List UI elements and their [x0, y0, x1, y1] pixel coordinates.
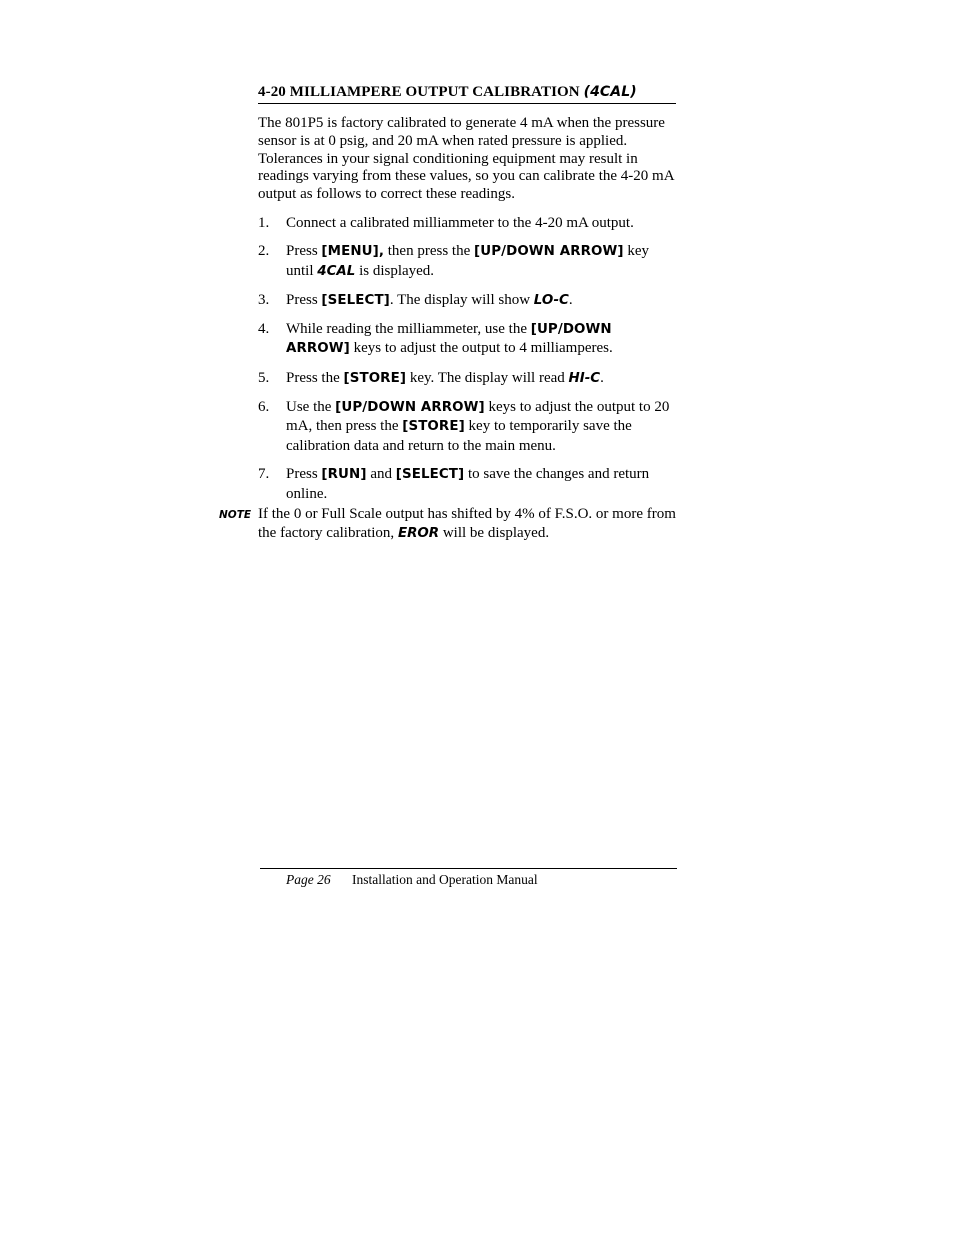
step-item [258, 465, 676, 503]
step-item [258, 214, 676, 233]
step-text: keys to adjust the output to 20 mA, then press the [286, 398, 670, 435]
note-paragraph [258, 505, 676, 543]
step-number: 1. [258, 215, 270, 231]
key-menu: [MENU], [321, 244, 385, 260]
step-text: and [366, 465, 396, 482]
display-code-eror: EROR [397, 525, 440, 541]
step-text: key to temporarily save the calibration data and return to the main menu. [286, 418, 632, 454]
step-text: . The display will show [389, 291, 534, 308]
section-heading-text: 4-20 MILLIAMPERE OUTPUT CALIBRATION [258, 84, 580, 100]
step-text: Press [286, 465, 322, 482]
step-text: Press the [286, 369, 344, 386]
page-number: Page 26 [286, 872, 331, 887]
step-number: 3. [258, 291, 270, 308]
step-text: is displayed. [355, 262, 435, 279]
manual-title: Installation and Operation Manual [352, 872, 538, 887]
key-run: [RUN] [321, 466, 367, 482]
display-code-hi-c: HI-C [568, 370, 601, 386]
step-text: key. The display will read [406, 369, 569, 386]
step-text: Connect a calibrated milliammeter to the 4-20 mA output. [286, 215, 634, 231]
step-text: keys to adjust the output to 4 milliamperes. [349, 340, 613, 357]
key-store: [STORE] [402, 419, 465, 435]
step-text: . [600, 369, 604, 386]
step-number: 6. [258, 398, 270, 415]
note-text: If the 0 or Full Scale output has shifted by 4% of F.S.O. or more from the factory calibration, [258, 506, 676, 541]
footer-divider [260, 868, 677, 869]
step-item [258, 320, 676, 359]
step-text: While reading the milliammeter, use the [286, 320, 531, 337]
key-up-down-arrow: [UP/DOWN ARROW] [286, 321, 612, 357]
note-text: will be displayed. [439, 524, 550, 541]
step-text: then press the [384, 243, 474, 260]
step-item [258, 291, 676, 311]
key-select: [SELECT] [321, 292, 390, 308]
step-text: Press [286, 291, 322, 308]
step-number: 2. [258, 243, 270, 260]
step-item [258, 398, 676, 456]
section-heading [258, 84, 676, 104]
section-heading-code: (4CAL) [583, 84, 637, 100]
step-text: Use the [286, 398, 336, 415]
step-number: 7. [258, 465, 270, 482]
calibration-steps [258, 214, 676, 513]
step-text: key until [286, 243, 650, 279]
key-select: [SELECT] [395, 466, 465, 482]
intro-paragraph: The 801P5 is factory calibrated to generate 4 mA when the pressure sensor is at 0 psig, and 20 mA when rated pressure is applied. Tolerances in your signal conditioning equipment may result in readings varying from these values, so you can calibrate the 4-20 mA output as follows to correct these readings. [258, 115, 674, 203]
step-item [258, 369, 676, 389]
display-code-4cal: 4CAL [317, 263, 356, 279]
key-up-down-arrow: [UP/DOWN ARROW] [335, 399, 485, 415]
page-footer [286, 872, 538, 888]
display-code-lo-c: LO-C [533, 292, 569, 308]
step-item [258, 242, 676, 281]
key-store: [STORE] [343, 370, 407, 386]
step-text: . [568, 291, 573, 308]
step-text: to save the changes and return online. [286, 465, 650, 502]
step-number: 5. [258, 369, 270, 386]
step-text: Press [286, 243, 322, 260]
key-up-down-arrow: [UP/DOWN ARROW] [474, 244, 624, 260]
note-label: NOTE [219, 509, 252, 521]
step-number: 4. [258, 320, 270, 337]
